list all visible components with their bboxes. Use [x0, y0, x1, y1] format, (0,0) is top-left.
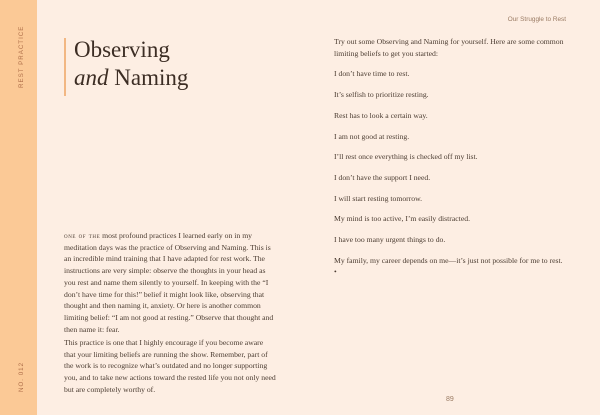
belief-item: I’ll rest once everything is checked off my list.: [334, 152, 478, 162]
body-paragraph: This practice is one that I highly encourage if you become aware that your limiting beliefs are running the show. Remember, part of the work is to recognize what’s outdated and no longer supporting you, and to take new actions toward the rested life you not only need but are completely worthy of.: [64, 338, 276, 394]
page-number: 89: [446, 396, 454, 403]
section-label: REST PRACTICE: [18, 25, 25, 88]
right-page: [300, 0, 600, 415]
belief-item: I will start resting tomorrow.: [334, 193, 423, 203]
title-line-2-rest: Naming: [108, 65, 189, 90]
beliefs-column: [334, 36, 566, 287]
title-italic-word: and: [74, 65, 109, 90]
intro-lead-in: one of the: [64, 231, 101, 240]
belief-item: It’s selfish to prioritize resting.: [334, 90, 429, 100]
title-accent-rule: [64, 38, 66, 96]
intro-paragraph: [64, 230, 276, 335]
beliefs-intro: Try out some Observing and Naming for yourself. Here are some common limiting beliefs to get you started:: [334, 37, 564, 58]
intro-text: most profound practices I learned early on in my meditation days was the practice of Observing and Naming. This is an incredible mind training that I have adapted for rest work. The instructions are very simple: observe the thoughts in your head as you rest and name them silently to yourself. In keeping with the “I don’t have time for this!” belief it might look like, observing that thought and then naming it, anxiety. Or here is another common limiting belief: “I am not good at resting.” Observe that thought and then name it: fear.: [64, 231, 274, 334]
belief-item: My mind is too active, I’m easily distracted.: [334, 214, 470, 224]
belief-item: I don’t have the support I need.: [334, 172, 431, 182]
belief-item: I don’t have time to rest.: [334, 69, 410, 79]
section-number: NO. 012: [18, 361, 25, 392]
belief-item: My family, my career depends on me—it’s just not possible for me to rest. •: [334, 255, 563, 277]
chapter-title: [74, 36, 188, 92]
title-line-1: Observing: [74, 37, 170, 62]
belief-item: I have too many urgent things to do.: [334, 235, 446, 245]
belief-item: I am not good at resting.: [334, 131, 410, 141]
belief-item: Rest has to look a certain way.: [334, 110, 428, 120]
title-line-2: [74, 64, 188, 92]
running-head: Our Struggle to Rest: [507, 16, 566, 23]
spine-band: [0, 0, 37, 415]
